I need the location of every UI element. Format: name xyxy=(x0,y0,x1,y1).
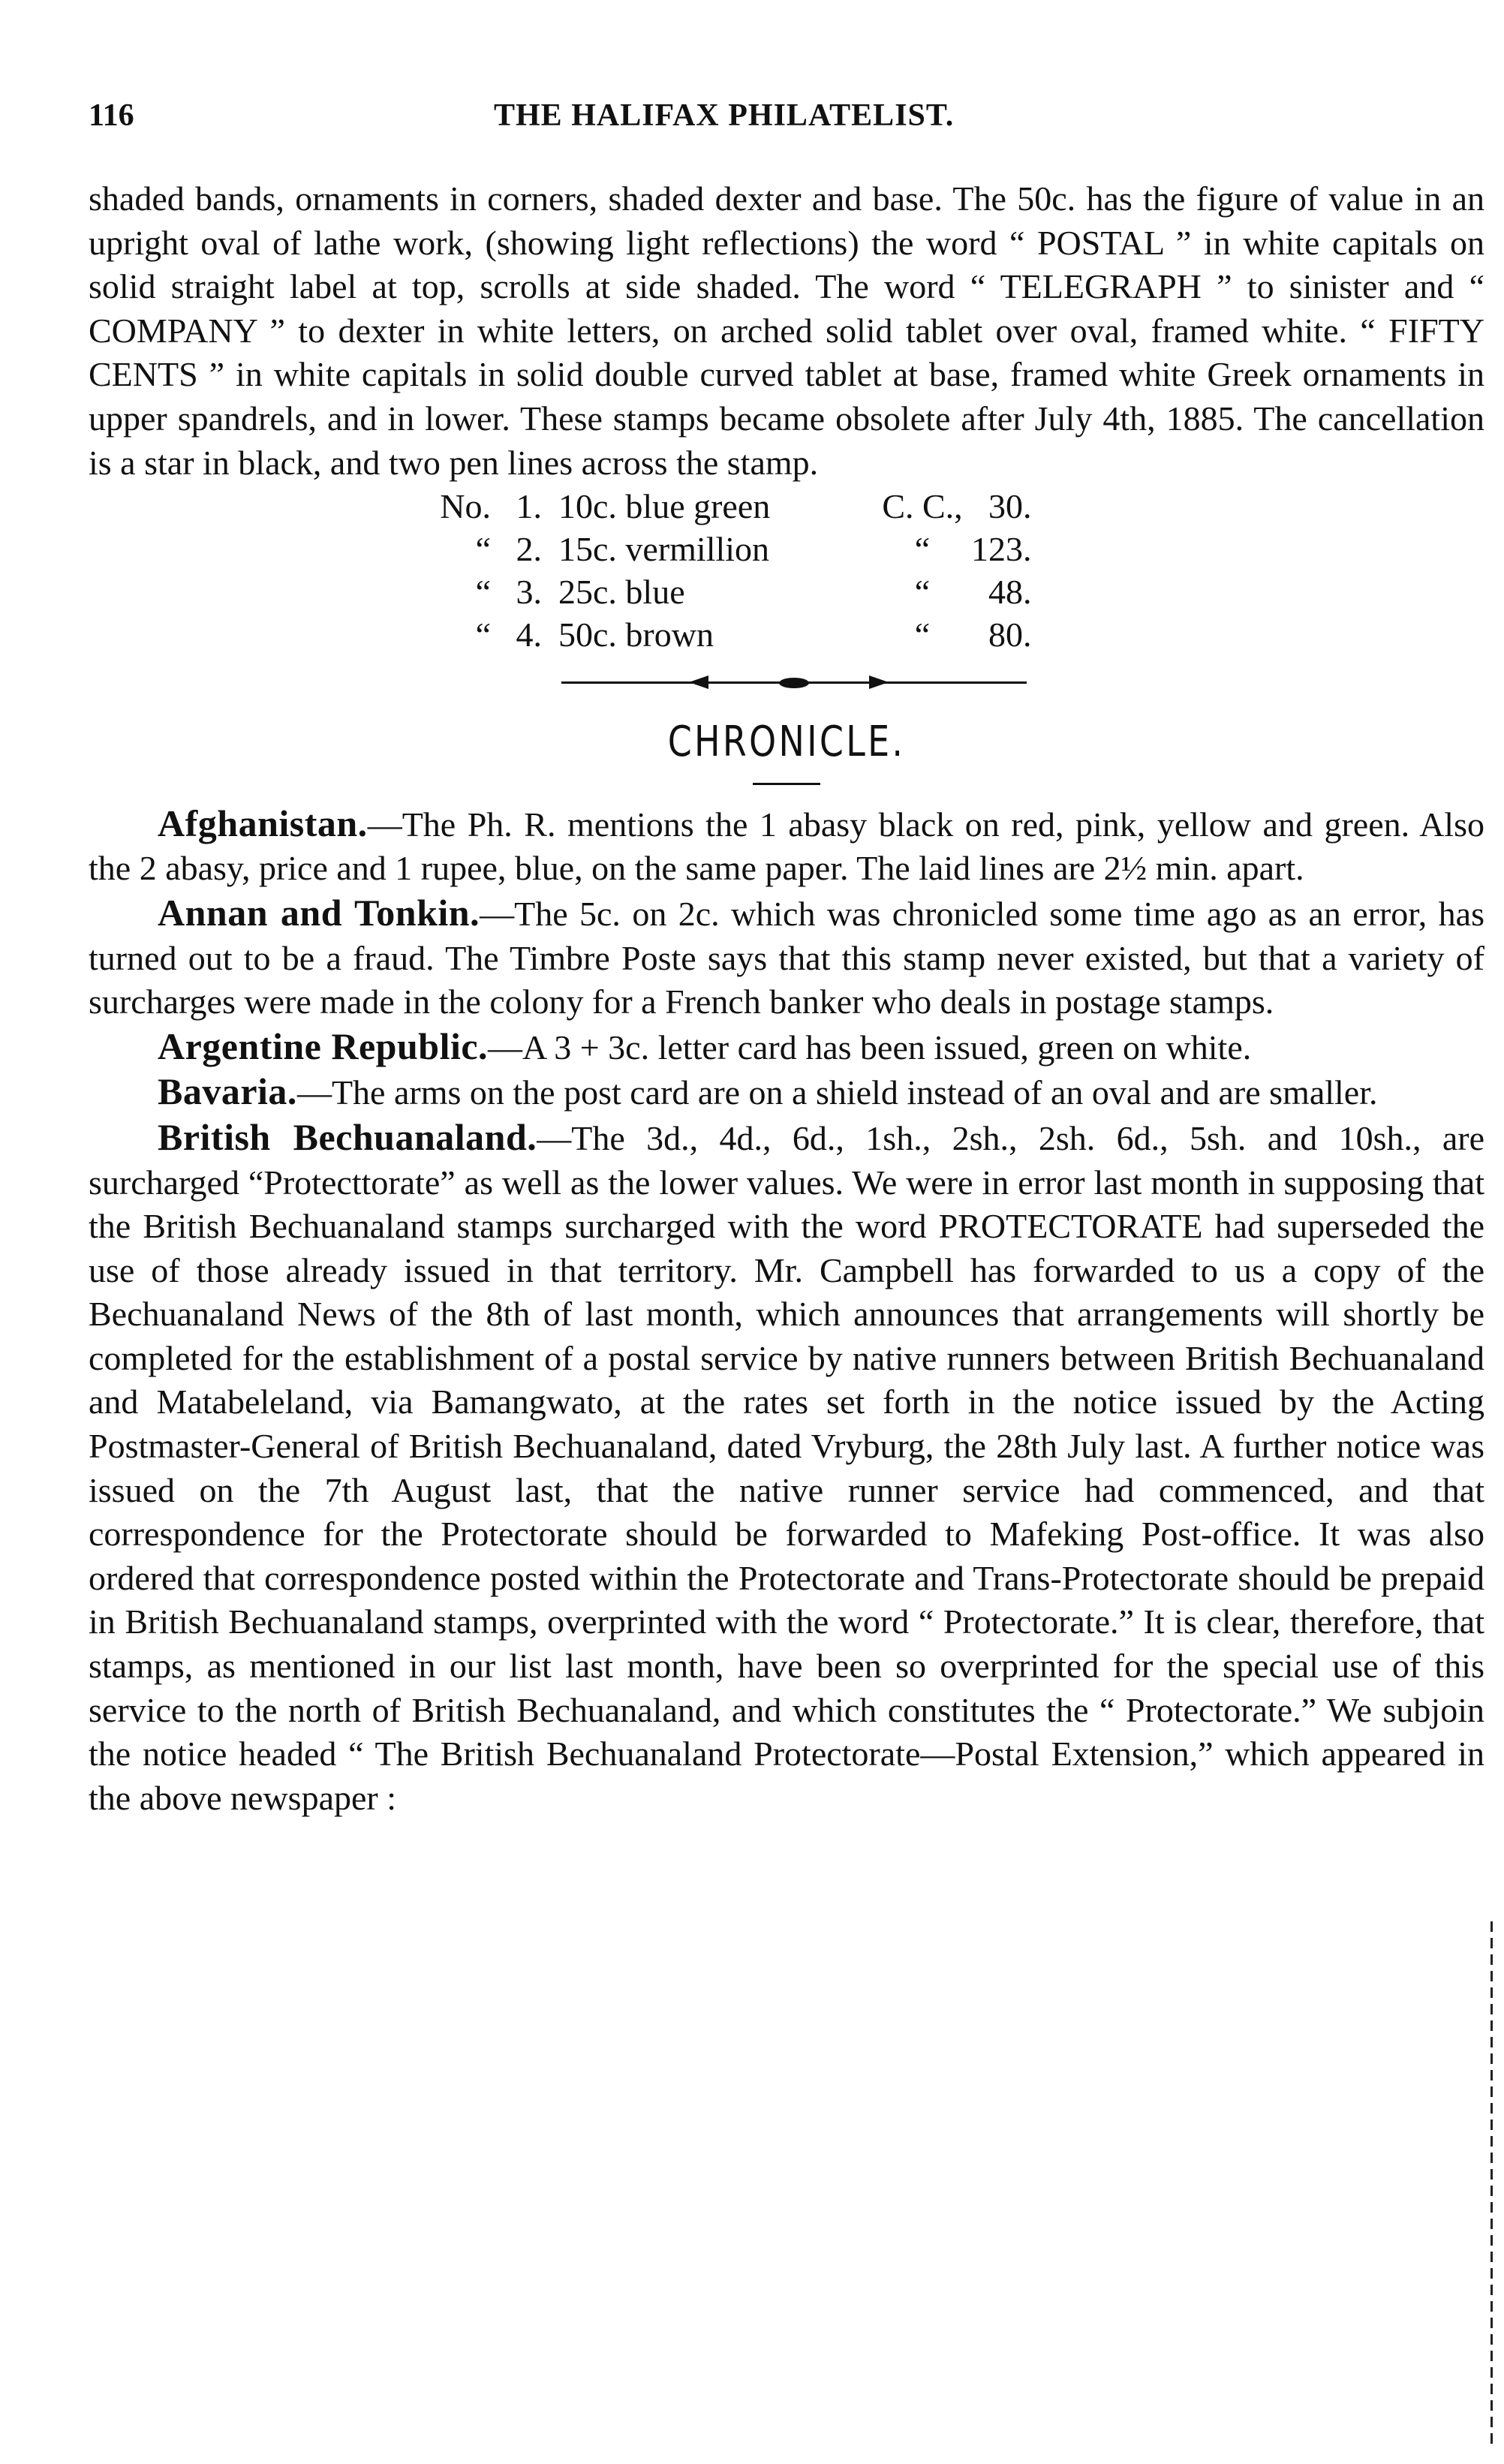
entry-text: —The arms on the post card are on a shield instead of an oval and are smaller. xyxy=(296,1073,1378,1112)
stamp-list-number: 1. xyxy=(516,487,542,526)
article-body xyxy=(89,177,1484,1820)
stamp-list-row xyxy=(432,570,1032,613)
stamp-list-row xyxy=(432,485,1032,528)
stamp-list-prefix: “ xyxy=(475,530,491,569)
heading-rule xyxy=(753,783,820,785)
entry-text: —A 3 + 3c. letter card has been issued, green on white. xyxy=(488,1027,1252,1067)
stamp-list-row xyxy=(432,613,1032,656)
divider-ornament-left xyxy=(689,675,708,689)
stamp-list-description: 25c. blue xyxy=(558,573,685,612)
stamp-list-number: 3. xyxy=(516,573,542,612)
chronicle-entry xyxy=(89,891,1484,1024)
entry-country: Annan and Tonkin. xyxy=(158,891,480,934)
stamp-list-count: 30. xyxy=(988,487,1032,526)
ornamental-divider xyxy=(561,671,1027,693)
entry-country: Argentine Republic. xyxy=(158,1024,489,1067)
running-head xyxy=(89,98,1484,143)
stamp-list-count: 123. xyxy=(971,530,1032,569)
stamp-list-ditto: C. C., xyxy=(882,487,963,526)
stamp-list-row xyxy=(432,528,1032,570)
chronicle-entry xyxy=(89,802,1484,891)
stamp-list-prefix: No. xyxy=(440,487,491,526)
stamp-list-prefix: “ xyxy=(475,615,491,654)
journal-title: THE HALIFAX PHILATELIST. xyxy=(494,98,955,133)
entry-country: British Bechuanaland. xyxy=(158,1115,537,1158)
entry-text: —The 3d., 4d., 6d., 1sh., 2sh., 2sh. 6d., 5sh. and 10sh., are surcharged “Protecttorate” as well as the lower values. We were in error last month in supposing that the British Bechuanaland stamps surcharged with the word PROTECTORATE had superseded the use of those already issued in that territory. Mr. Campbell has forwarded to us a copy of the Bechuanaland News of the 8th of last month, which announces that arrangements will shortly be completed for the establishment of a postal service by native runners between British Bechuanaland and Matabeleland, via Bamangwato, at the rates set forth in the notice issued by the Acting Postmaster-General of British Bechuanaland, dated Vryburg, the 28th July last. A further notice was issued on the 7th August last, that the native runner service had commenced, and that correspondence for the Protectorate should be forwarded to Mafeking Post-office. It was also ordered that correspondence posted within the Protectorate and Trans-Protectorate should be prepaid in British Bechuanaland stamps, overprinted with the word “ Protectorate.” It is clear, therefore, that stamps, as mentioned in our list last month, have been so overprinted for the special use of this service to the north of British Bechuanaland, and which constitutes the “ Protectorate.” We subjoin the notice headed “ The British Bechuanaland Protectorate—Postal Extension,” which appeared in the above newspaper : xyxy=(89,1118,1484,1817)
intro-paragraph: shaded bands, ornaments in corners, shaded dexter and base. The 50c. has the figure of value in an upright oval of lathe work, (showing light reflections) the word “ POSTAL ” in white capitals on solid straight label at top, scrolls at side shaded. The word “ TELEGRAPH ” to sinister and “ COMPANY ” to dexter in white letters, on arched solid tablet over oval, framed white. “ FIFTY CENTS ” in white capitals in solid double curved tablet at base, framed white Greek ornaments in upper spandrels, and in lower. These stamps became obsolete after July 4th, 1885. The cancellation is a star in black, and two pen lines across the stamp. xyxy=(89,179,1484,482)
chronicle-entry xyxy=(89,1070,1484,1115)
stamp-list-count: 80. xyxy=(988,615,1032,654)
entry-country: Bavaria. xyxy=(158,1070,297,1113)
chronicle-entry xyxy=(89,1024,1484,1070)
stamp-list-description: 50c. brown xyxy=(558,615,714,654)
stamp-list-number: 4. xyxy=(516,615,542,654)
stamp-list-count: 48. xyxy=(988,573,1032,612)
entry-text: —The Ph. R. mentions the 1 abasy black on red, pink, yellow and green. Also the 2 abasy, price and 1 rupee, blue, on the same paper. The laid lines are 2½ min. apart. xyxy=(89,805,1484,888)
chronicle-entry xyxy=(89,1115,1484,1821)
divider-ornament-center xyxy=(779,678,809,688)
stamp-list-ditto: “ xyxy=(914,530,931,569)
page-number: 116 xyxy=(89,98,134,133)
entry-text: —The 5c. on 2c. which was chronicled some time ago as an error, has turned out to be a fraud. The Timbre Poste says that this stamp never existed, but that a variety of surcharges were made in the colony for a French banker who deals in postage stamps. xyxy=(89,894,1484,1021)
divider-ornament-right xyxy=(869,675,889,689)
stamp-list-ditto: “ xyxy=(914,573,931,612)
entry-country: Afghanistan. xyxy=(158,802,368,844)
page-content xyxy=(89,98,1484,1820)
stamp-list-prefix: “ xyxy=(475,573,491,612)
stamp-list-number: 2. xyxy=(516,530,542,569)
stamp-list-description: 15c. vermillion xyxy=(558,530,770,569)
page-edge-mark xyxy=(1490,1921,1493,2447)
stamp-list-ditto: “ xyxy=(914,615,931,654)
stamp-list-description: 10c. blue green xyxy=(558,487,771,526)
section-heading: CHRONICLE. xyxy=(667,718,906,767)
stamp-list xyxy=(432,485,1032,656)
